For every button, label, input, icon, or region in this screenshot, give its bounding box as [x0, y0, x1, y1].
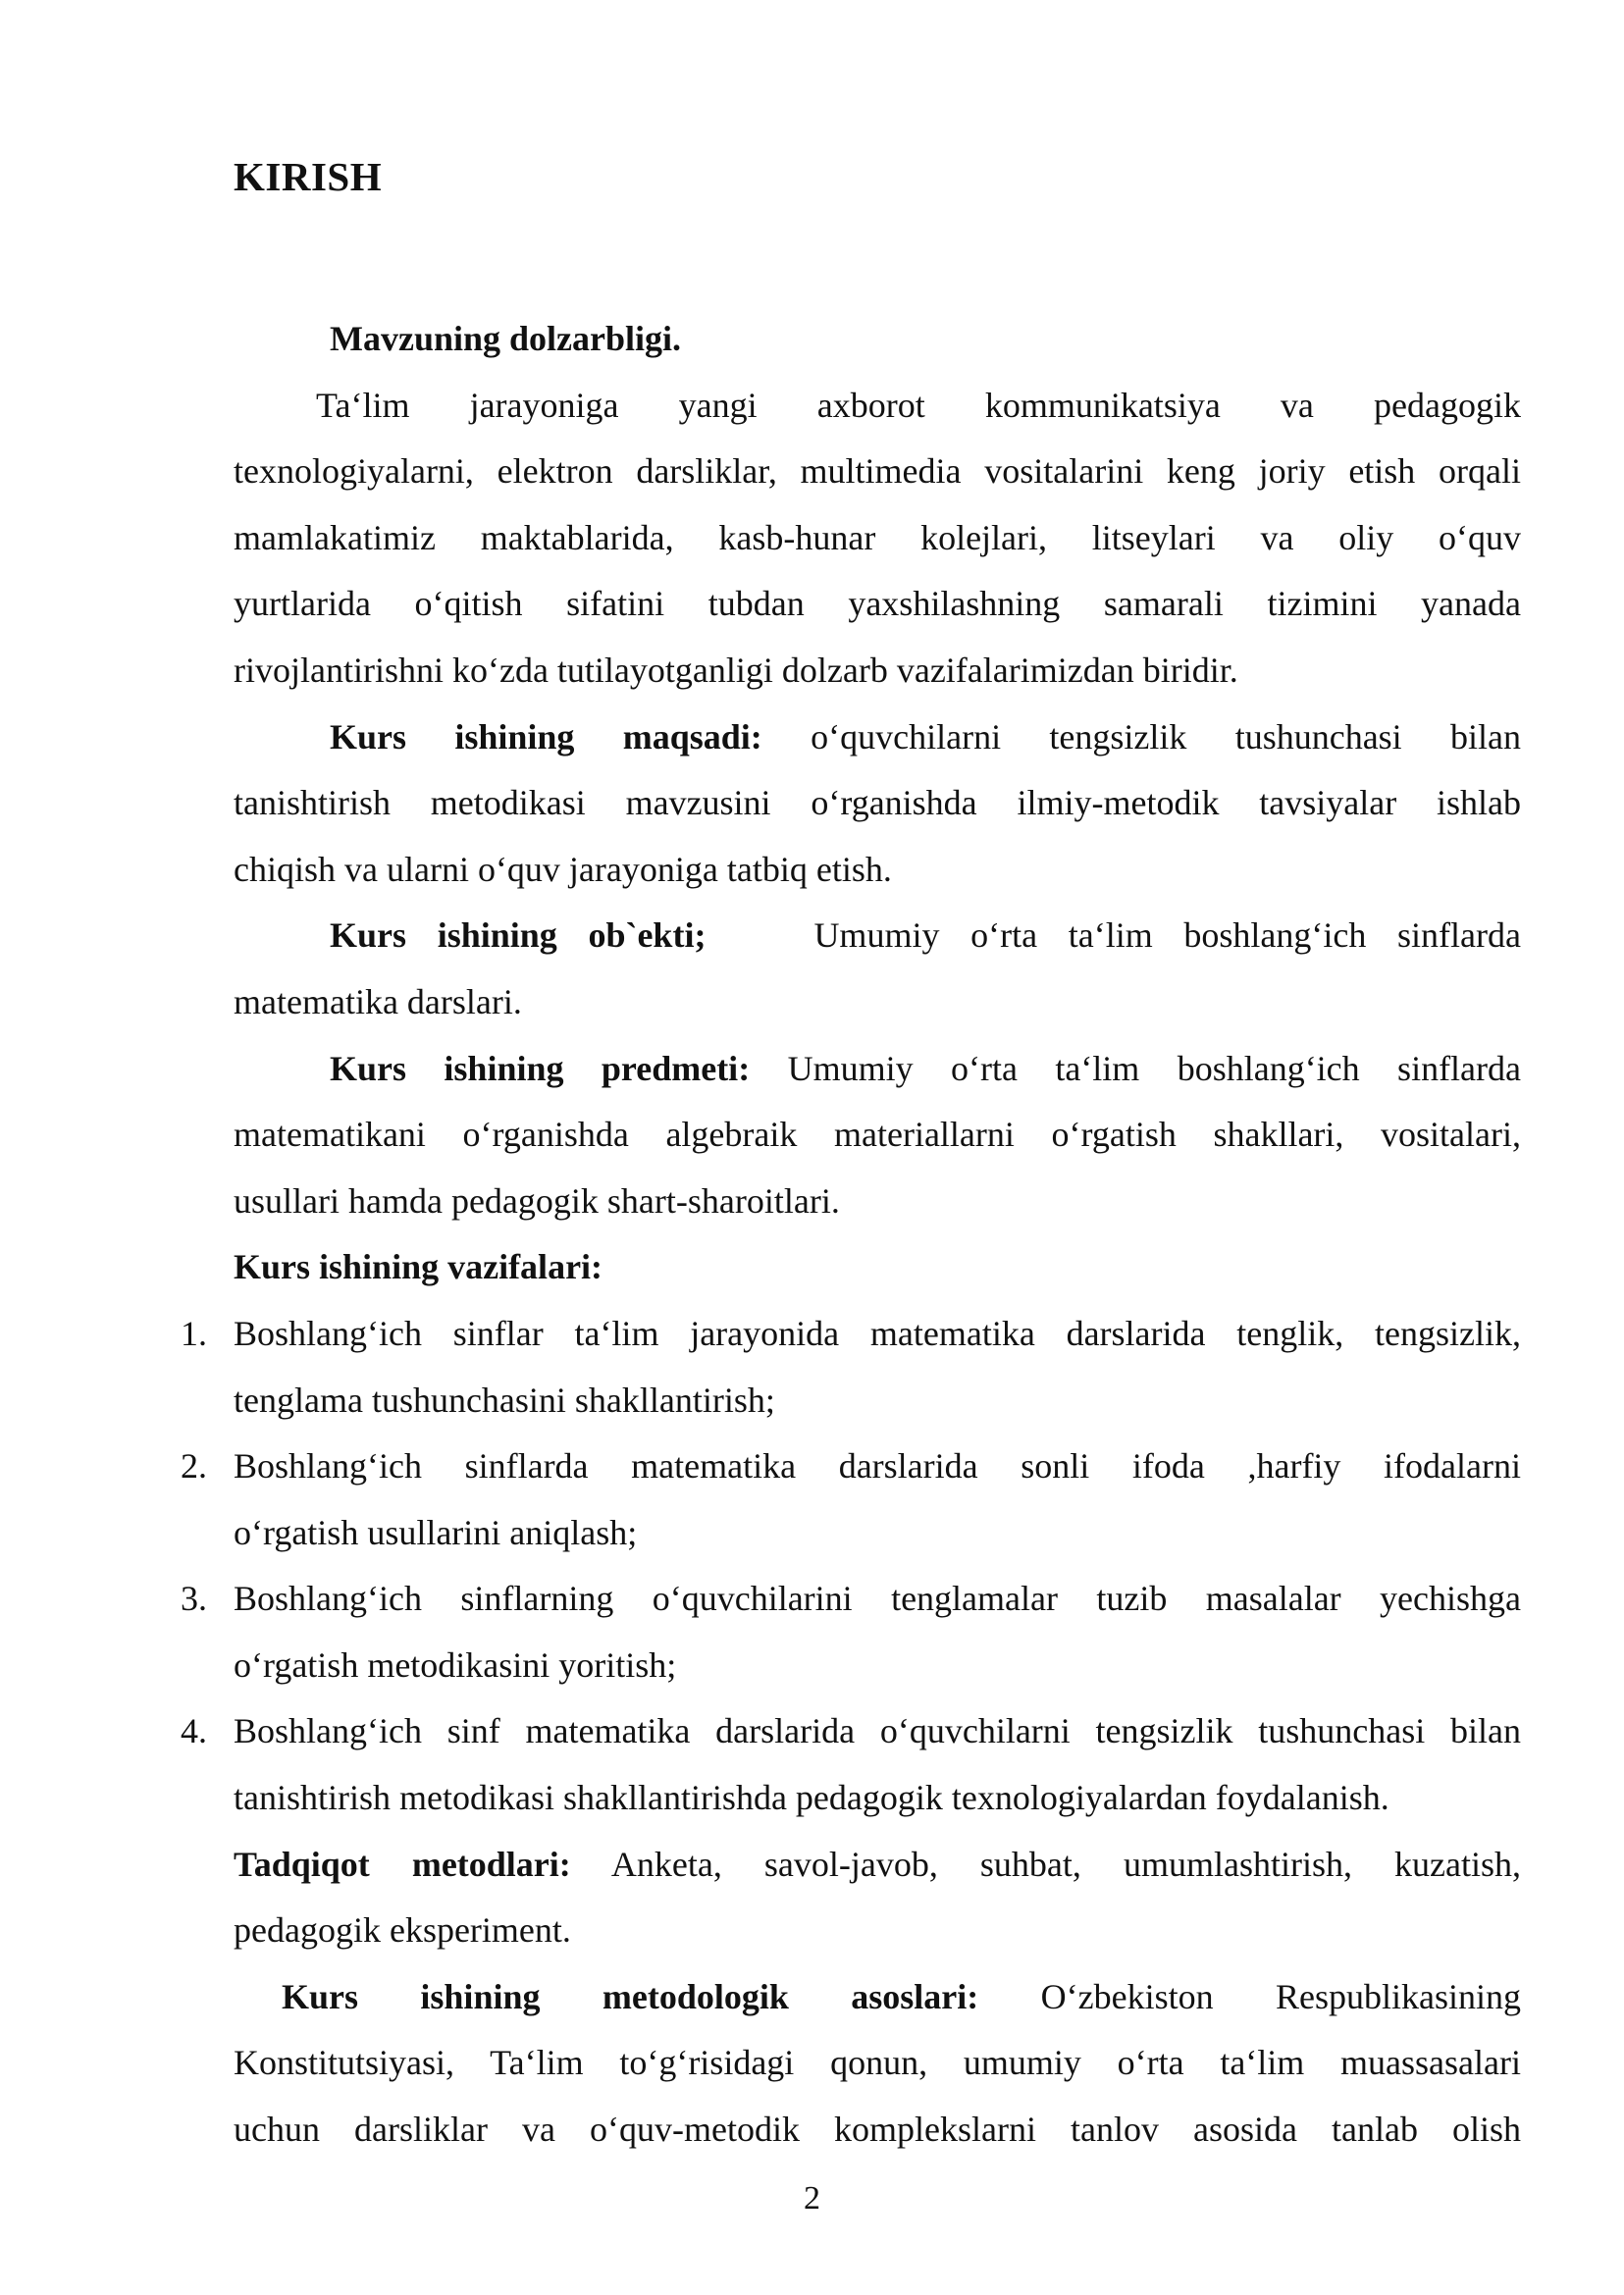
- document-body: [181, 306, 1522, 2164]
- list-item: 2. Boshlang‘ich sinflarda matematika darslarida sonli ifoda ,harfiy ifodalarni: [234, 1434, 1521, 1500]
- page-heading: KIRISH: [234, 154, 383, 199]
- list-number: 3.: [181, 1579, 207, 1619]
- label-metodologik: Kurs ishining metodologik asoslari:: [282, 1976, 979, 2016]
- paragraph-line: pedagogik eksperiment.: [234, 1910, 571, 1951]
- paragraph-line: texnologiyalarni, elektron darsliklar, multimedia vositalarini keng joriy etish orqali: [234, 451, 1521, 492]
- list-item-continuation: o‘rgatish metodikasini yoritish;: [234, 1644, 677, 1685]
- paragraph-metodologik-first-line: Kurs ishining metodologik asoslari: O‘zbekiston Respublikasining: [282, 1976, 1521, 2016]
- paragraph-line: usullari hamda pedagogik shart-sharoitlari.: [234, 1180, 840, 1221]
- paragraph-line: yurtlarida o‘qitish sifatini tubdan yaxshilashning samarali tizimini yanada: [234, 584, 1521, 624]
- section-title-vazifalar: Kurs ishining vazifalari:: [234, 1247, 603, 1287]
- label-obekt: Kurs ishining ob`ekti;: [330, 915, 707, 956]
- label-metodlar: Tadqiqot metodlari:: [234, 1844, 571, 1884]
- list-item: 3. Boshlang‘ich sinflarning o‘quvchilarini tenglamalar tuzib masalalar yechishga: [234, 1566, 1521, 1633]
- paragraph-line: tanishtirish metodikasi mavzusini o‘rganishda ilmiy-metodik tavsiyalar ishlab: [234, 783, 1521, 823]
- list-item-continuation: tanishtirish metodikasi shakllantirishda pedagogik texnologiyalardan foydalanish.: [234, 1778, 1389, 1818]
- list-number: 4.: [181, 1711, 207, 1751]
- paragraph-line: mamlakatimiz maktablarida, kasb-hunar kolejlari, litseylari va oliy o‘quv: [234, 517, 1521, 557]
- paragraph-line: Ta‘lim jarayoniga yangi axborot kommunikatsiya va pedagogik: [316, 385, 1521, 425]
- paragraph-line: uchun darsliklar va o‘quv-metodik komplekslarni tanlov asosida tanlab olish: [234, 2110, 1521, 2150]
- list-number: 1.: [181, 1313, 207, 1353]
- label-predmet: Kurs ishining predmeti:: [330, 1048, 751, 1088]
- list-item: 1. Boshlang‘ich sinflar ta‘lim jarayonida matematika darslarida tenglik, tengsizlik,: [234, 1301, 1521, 1368]
- paragraph-maqsad-first-line: Kurs ishining maqsadi: o‘quvchilarni tengsizlik tushunchasi bilan: [330, 716, 1521, 756]
- list-item-continuation: o‘rgatish usullarini aniqlash;: [234, 1512, 638, 1552]
- page-number: 2: [804, 2180, 820, 2217]
- paragraph-line: matematika darslari.: [234, 981, 522, 1021]
- paragraph-line: rivojlantirishni ko‘zda tutilayotganligi dolzarb vazifalarimizdan biridir.: [234, 650, 1238, 690]
- paragraph-metodlar-first-line: Tadqiqot metodlari: Anketa, savol-javob, suhbat, umumlashtirish, kuzatish,: [234, 1844, 1521, 1884]
- list-item: 4. Boshlang‘ich sinf matematika darslarida o‘quvchilarni tengsizlik tushunchasi bilan: [234, 1698, 1521, 1765]
- label-maqsad: Kurs ishining maqsadi:: [330, 716, 762, 756]
- paragraph-line: Konstitutsiyasi, Ta‘lim to‘g‘risidagi qonun, umumiy o‘rta ta‘lim muassasalari: [234, 2043, 1521, 2083]
- paragraph-line: chiqish va ularni o‘quv jarayoniga tatbiq etish.: [234, 849, 892, 889]
- list-number: 2.: [181, 1446, 207, 1487]
- paragraph-obekt-first-line: Kurs ishining ob`ekti; Umumiy o‘rta ta‘lim boshlang‘ich sinflarda: [330, 915, 1521, 956]
- paragraph-predmet-first-line: Kurs ishining predmeti: Umumiy o‘rta ta‘lim boshlang‘ich sinflarda: [330, 1048, 1522, 1088]
- section-title-dolzarblik: Mavzuning dolzarbligi.: [330, 319, 682, 358]
- list-item-continuation: tenglama tushunchasini shakllantirish;: [234, 1380, 775, 1420]
- paragraph-line: matematikani o‘rganishda algebraik materiallarni o‘rgatish shakllari, vositalari,: [234, 1115, 1521, 1155]
